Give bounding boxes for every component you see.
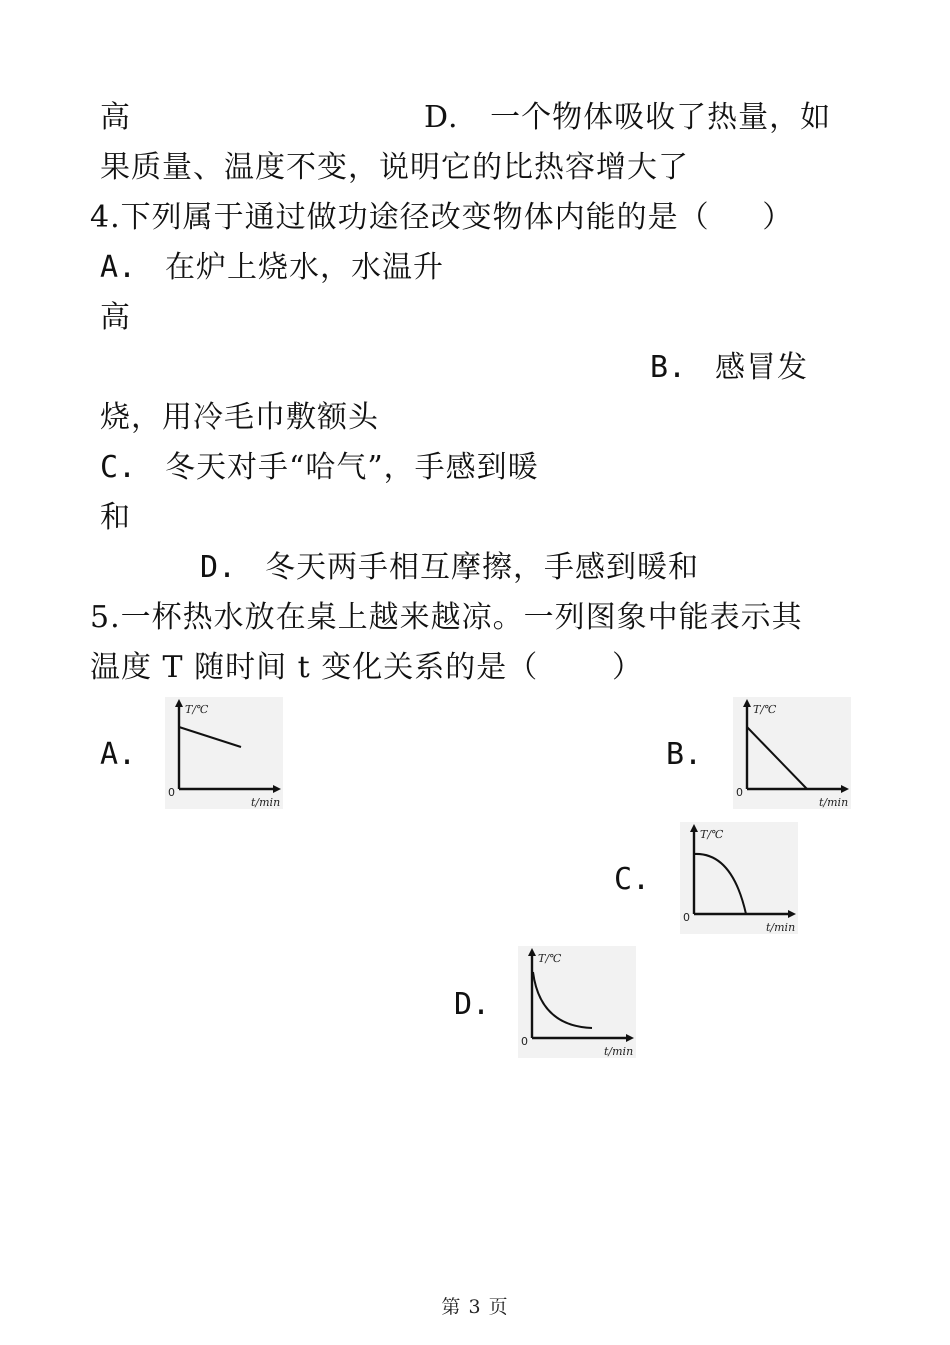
q4-option-b-text: 感冒发	[715, 350, 808, 385]
q5-option-a-x-label: t/min	[251, 796, 281, 809]
q4-option-b-label: B.	[650, 350, 687, 385]
q5-option-d-origin: 0	[521, 1035, 528, 1048]
q5-option-b-x-label: t/min	[819, 796, 849, 809]
page-number: 第 3 页	[441, 1296, 509, 1318]
q5-option-d-graph	[518, 946, 636, 1058]
q5-option-c-origin: 0	[683, 911, 690, 924]
q4-option-c-wrap: 和	[100, 500, 131, 535]
q4-option-b-wrap: 烧，用冷毛巾敷额头	[100, 400, 379, 435]
q5-option-b-graph	[733, 697, 851, 809]
q5-option-a-origin: 0	[168, 786, 175, 799]
q5-option-c-graph	[680, 822, 798, 934]
q4-option-c-text: 冬天对手“哈气”，手感到暖	[165, 450, 539, 485]
q5-option-b-origin: 0	[736, 786, 743, 799]
q5-option-a-label: A.	[100, 737, 137, 772]
q5-stem-line2: 温度 T 随时间 t 变化关系的是（ ）	[90, 650, 643, 685]
q5-option-d-label: D.	[454, 987, 491, 1022]
q4-option-c-label: C.	[100, 450, 137, 485]
q5-option-c-curve	[694, 854, 746, 914]
q4-option-d-label: D.	[200, 550, 237, 585]
q3-option-d: D. 一个物体吸收了热量，如	[424, 100, 832, 135]
q4-option-d-text: 冬天两手相互摩擦，手感到暖和	[265, 550, 699, 585]
q5-stem-line1: 5.一杯热水放在桌上越来越凉。一列图象中能表示其	[90, 600, 803, 635]
q5-option-d-x-label: t/min	[604, 1045, 634, 1058]
q5-option-b-y-label: T/℃	[753, 703, 777, 716]
q5-option-d-y-label: T/℃	[538, 952, 562, 965]
q5-option-a-y-label: T/℃	[185, 703, 209, 716]
q4-stem: 4.下列属于通过做功途径改变物体内能的是（ ）	[90, 200, 794, 235]
q3-option-c-wrap: 高	[100, 100, 131, 135]
q4-option-a-text: 在炉上烧水，水温升	[165, 250, 444, 285]
q5-option-b-label: B.	[666, 737, 703, 772]
q5-option-d-curve	[533, 972, 592, 1028]
q5-option-b-curve	[747, 727, 807, 789]
q5-option-a-graph	[165, 697, 283, 809]
q5-option-c-x-label: t/min	[766, 921, 796, 934]
q5-option-a-curve	[179, 727, 241, 747]
q5-option-c-y-label: T/℃	[700, 828, 724, 841]
q3-option-d-wrap: 果质量、温度不变，说明它的比热容增大了	[100, 150, 689, 185]
q4-option-a-label: A.	[100, 250, 137, 285]
q4-option-a-wrap: 高	[100, 300, 131, 335]
q5-option-c-label: C.	[614, 862, 651, 897]
